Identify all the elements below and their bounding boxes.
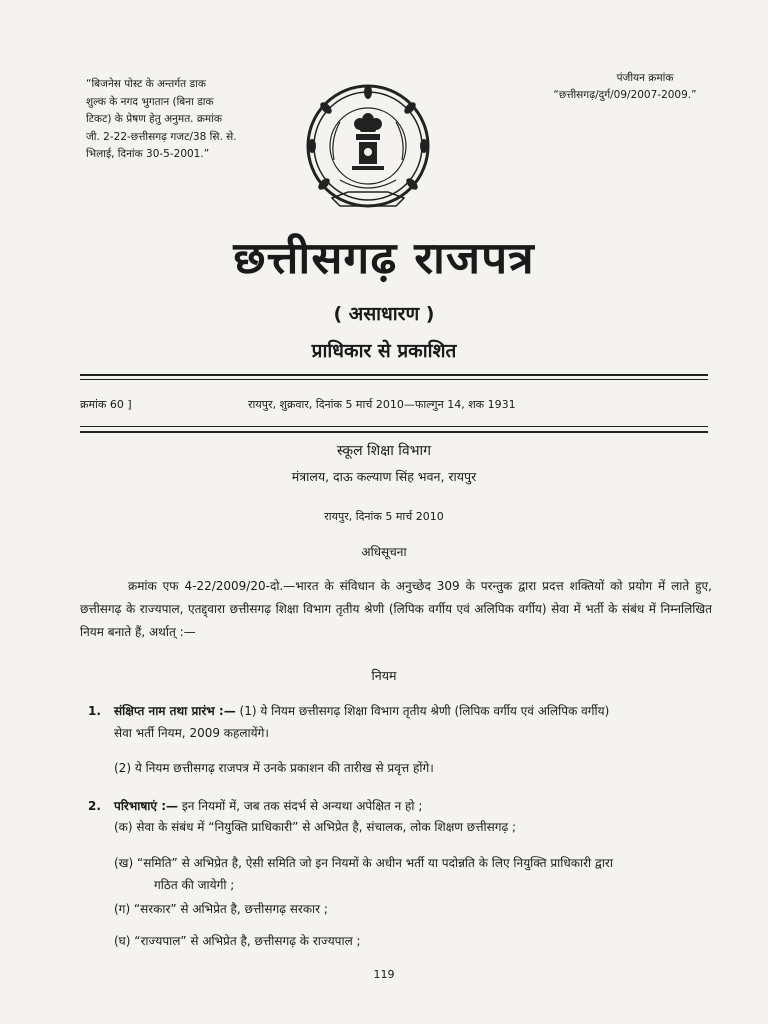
definition-kha: (ख) “समिति” से अभिप्रेत है, ऐसी समिति जो इन नियमों के अधीन भर्ती या पदोन्नति के लिए नियुक्ति प्राधिकारी द्वारा — [114, 856, 613, 870]
rule-2 — [88, 795, 728, 817]
gazette-authority: प्राधिकार से प्रकाशित — [311, 340, 457, 362]
rule-text: (1) ये नियम छत्तीसगढ़ शिक्षा विभाग तृतीय श्रेणी (लिपिक वर्गीय एवं अलिपिक वर्गीय) — [239, 704, 610, 718]
notification-intro: क्रमांक एफ 4-22/2009/20-दो.—भारत के संविधान के अनुच्छेद 309 के परन्तुक द्वारा प्रदत्त शक्तियों को प्रयोग में लाते हुए, छत्तीसगढ़ के राज्यपाल, एतद्द्वारा छत्तीसगढ़ शिक्षा विभाग तृतीय श्रेणी (लिपिक वर्गीय एवं अलिपिक वर्गीय) सेवा में भर्ती के संबंध में निम्नलिखित नियम बनाते हैं, अर्थात् :— — [80, 579, 712, 639]
state-emblem-icon — [304, 80, 432, 218]
postal-note-line: भिलाई, दिनांक 30-5-2001.” — [86, 148, 210, 160]
rule-title: संक्षिप्त नाम तथा प्रारंभ :— — [114, 704, 236, 718]
divider — [80, 426, 708, 427]
rule-text: (2) ये नियम छत्तीसगढ़ राजपत्र में उनके प्रकाशन की तारीख से प्रवृत्त होंगे। — [114, 761, 434, 775]
definition-ga: (ग) “सरकार” से अभिप्रेत है, छत्तीसगढ़ सरकार ; — [114, 902, 328, 916]
department-address: मंत्रालय, दाऊ कल्याण सिंह भवन, रायपुर — [291, 469, 477, 484]
postal-note-line: जी. 2-22-छत्तीसगढ़ गजट/38 सि. से. — [86, 130, 237, 143]
definition-gha: (घ) “राज्यपाल” से अभिप्रेत है, छत्तीसगढ़ के राज्यपाल ; — [114, 934, 361, 948]
postal-note-line: “बिजनेस पोस्ट के अन्तर्गत डाक — [86, 78, 206, 90]
rule-1 — [88, 700, 728, 722]
definition-ka: (क) सेवा के संबंध में “नियुक्ति प्राधिकारी” से अभिप्रेत है, संचालक, लोक शिक्षण छत्तीसगढ़ ; — [114, 820, 517, 834]
rule-number: 2. — [88, 799, 101, 813]
postal-note-line: टिकट) के प्रेषण हेतु अनुमत. क्रमांक — [86, 113, 222, 125]
divider — [80, 374, 708, 376]
notification-date: रायपुर, दिनांक 5 मार्च 2010 — [324, 510, 444, 523]
postal-note — [86, 76, 251, 164]
divider — [80, 431, 708, 433]
registration-number: “छत्तीसगढ़/दुर्ग/09/2007-2009.” — [553, 89, 697, 101]
definition-kha-cont: गठित की जायेगी ; — [154, 878, 235, 892]
gazette-subtitle: ( असाधारण ) — [333, 303, 435, 325]
issue-number: क्रमांक 60 ] — [80, 398, 132, 411]
issue-dateline: रायपुर, शुक्रवार, दिनांक 5 मार्च 2010—फाल्गुन 14, शक 1931 — [248, 398, 516, 411]
rule-text: इन नियमों में, जब तक संदर्भ से अन्यथा अपेक्षित न हो ; — [181, 799, 423, 813]
notification-heading: अधिसूचना — [361, 545, 407, 559]
gazette-title: छत्तीसगढ़ राजपत्र — [233, 232, 535, 284]
rules-heading: नियम — [371, 668, 397, 683]
rule-title: परिभाषाएं :— — [114, 799, 179, 813]
divider — [80, 379, 708, 380]
page-number: 119 — [373, 968, 395, 981]
registration-label: पंजीयन क्रमांक — [616, 72, 674, 84]
department-name: स्कूल शिक्षा विभाग — [336, 443, 432, 459]
rule-text: सेवा भर्ती नियम, 2009 कहलायेंगे। — [114, 726, 269, 740]
rule-number: 1. — [88, 704, 101, 718]
registration-block — [540, 70, 710, 104]
postal-note-line: शुल्क के नगद भुगतान (बिना डाक — [86, 95, 214, 108]
